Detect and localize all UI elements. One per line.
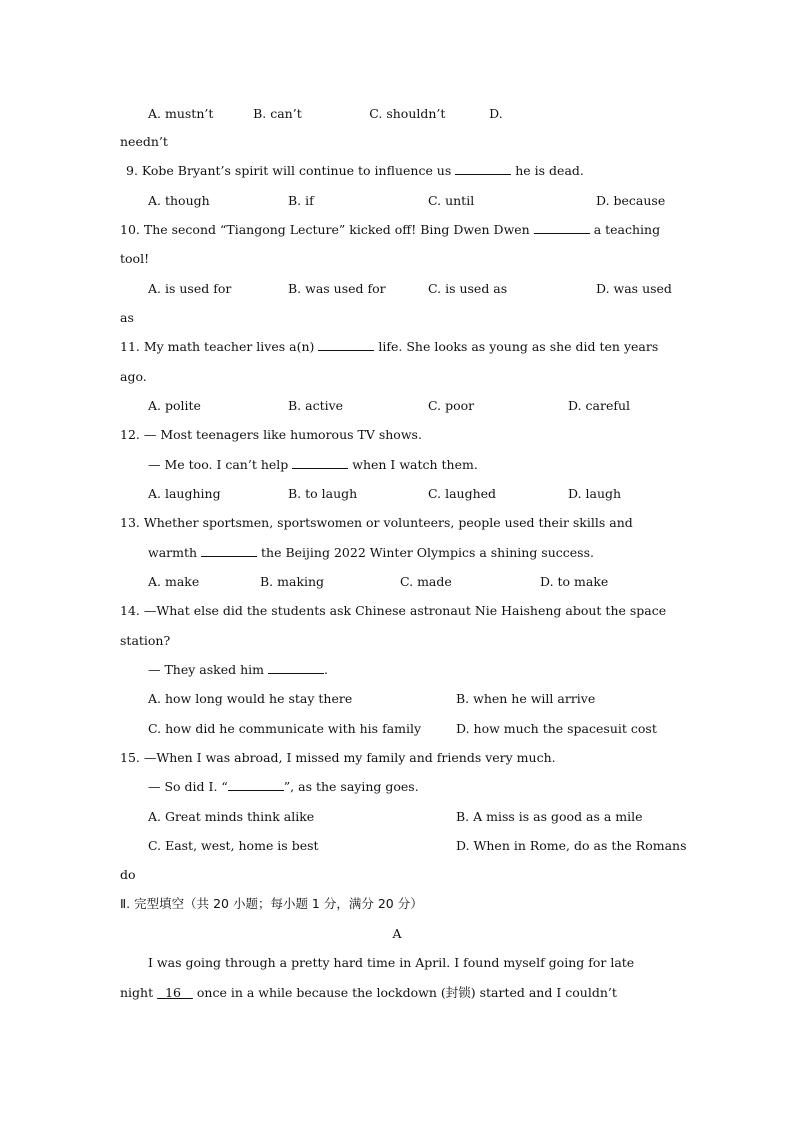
q11-option-d: D. careful [568,398,631,413]
q13-answer-blank [201,556,257,557]
q15-answer-blank [228,790,284,791]
q10-option-b: B. was used for [288,281,386,296]
q14-line1: 14. —What else did the students ask Chinese astronaut Nie Haisheng about the space [120,603,667,618]
q9-option-d: D. because [596,193,666,208]
q12-option-a: A. laughing [148,486,221,501]
q15-line1: 15. —When I was abroad, I missed my family and friends very much. [120,750,556,765]
q10-option-a: A. is used for [148,281,232,296]
q10-option-d: D. was used [596,281,672,296]
q8-options-line: A. mustn’t B. can’t C. shouldn’t D. [148,106,503,121]
passage-line1: I was going through a pretty hard time in April. I found myself going for late [148,955,635,970]
q11-option-a: A. polite [148,398,201,413]
q9-answer-blank [455,174,511,175]
q12-answer-blank [292,468,348,469]
q12-line2 [148,457,478,473]
blank-16-number: 16 [165,985,181,1000]
blank-16 [157,985,193,1000]
q11-stem [120,339,658,355]
q15-option-c: C. East, west, home is best [148,838,319,853]
q13-line2-start: warmth [148,545,198,560]
q12-line2-start: — Me too. I can’t help [148,457,289,472]
q15-line2-end: ”, as the saying goes. [283,779,419,794]
q9-option-a: A. though [148,193,210,208]
q11-stem-wrap: ago. [120,369,147,384]
q12-line2-end: when I watch them. [352,457,478,472]
q15-option-b: B. A miss is as good as a mile [456,809,643,824]
q10-answer-blank [534,233,590,234]
q13-line2 [148,545,594,561]
q13-line1: 13. Whether sportsmen, sportswomen or volunteers, people used their skills and [120,515,633,530]
q14-option-a: A. how long would he stay there [148,691,353,706]
passage-label: A [392,926,402,941]
q10-stem-start: 10. The second “Tiangong Lecture” kicked off! Bing Dwen Dwen [120,222,530,237]
section-heading: Ⅱ. 完型填空（共 20 小题；每小题 1 分，满分 20 分） [120,896,423,911]
q12-option-d: D. laugh [568,486,622,501]
q14-line2-end: . [324,662,328,677]
passage-line2 [120,985,617,1001]
q11-stem-start: 11. My math teacher lives a(n) [120,339,315,354]
q9-option-c: C. until [428,193,475,208]
q14-option-c: C. how did he communicate with his family [148,721,422,736]
q13-option-c: C. made [400,574,452,589]
q15-line2-start: — So did I. “ [148,779,228,794]
q15-options-wrap: do [120,867,136,882]
q11-answer-blank [318,350,374,351]
q11-stem-end: life. She looks as young as she did ten years [378,339,659,354]
passage-line2-end: once in a while because the lockdown (封锁) started and I couldn’t [196,985,617,1000]
q13-option-a: A. make [148,574,200,589]
q12-line1: 12. — Most teenagers like humorous TV shows. [120,427,422,442]
q13-option-b: B. making [260,574,325,589]
q9-stem-start: 9. Kobe Bryant’s spirit will continue to influence us [126,163,452,178]
q15-option-d: D. When in Rome, do as the Romans [456,838,687,853]
q12-option-b: B. to laugh [288,486,358,501]
q10-stem [120,222,660,238]
q9-stem [126,163,584,179]
passage-line2-start: night [120,985,154,1000]
q14-answer-blank [268,673,324,674]
q10-stem-end: a teaching [593,222,661,237]
q9-option-b: B. if [288,193,314,208]
q10-options-wrap: as [120,310,134,325]
q10-stem-wrap: tool! [120,251,150,266]
q14-line1-wrap: station? [120,633,171,648]
q14-option-b: B. when he will arrive [456,691,596,706]
q14-line2 [148,662,328,678]
q9-stem-end: he is dead. [515,163,584,178]
q11-option-b: B. active [288,398,344,413]
q13-option-d: D. to make [540,574,609,589]
q10-option-c: C. is used as [428,281,508,296]
q14-option-d: D. how much the spacesuit cost [456,721,657,736]
q15-line2 [148,779,419,795]
q15-option-a: A. Great minds think alike [148,809,315,824]
q13-line2-end: the Beijing 2022 Winter Olympics a shining success. [261,545,594,560]
q8-options-wrap: needn’t [120,134,168,149]
q12-option-c: C. laughed [428,486,497,501]
q11-option-c: C. poor [428,398,475,413]
q14-line2-start: — They asked him [148,662,265,677]
